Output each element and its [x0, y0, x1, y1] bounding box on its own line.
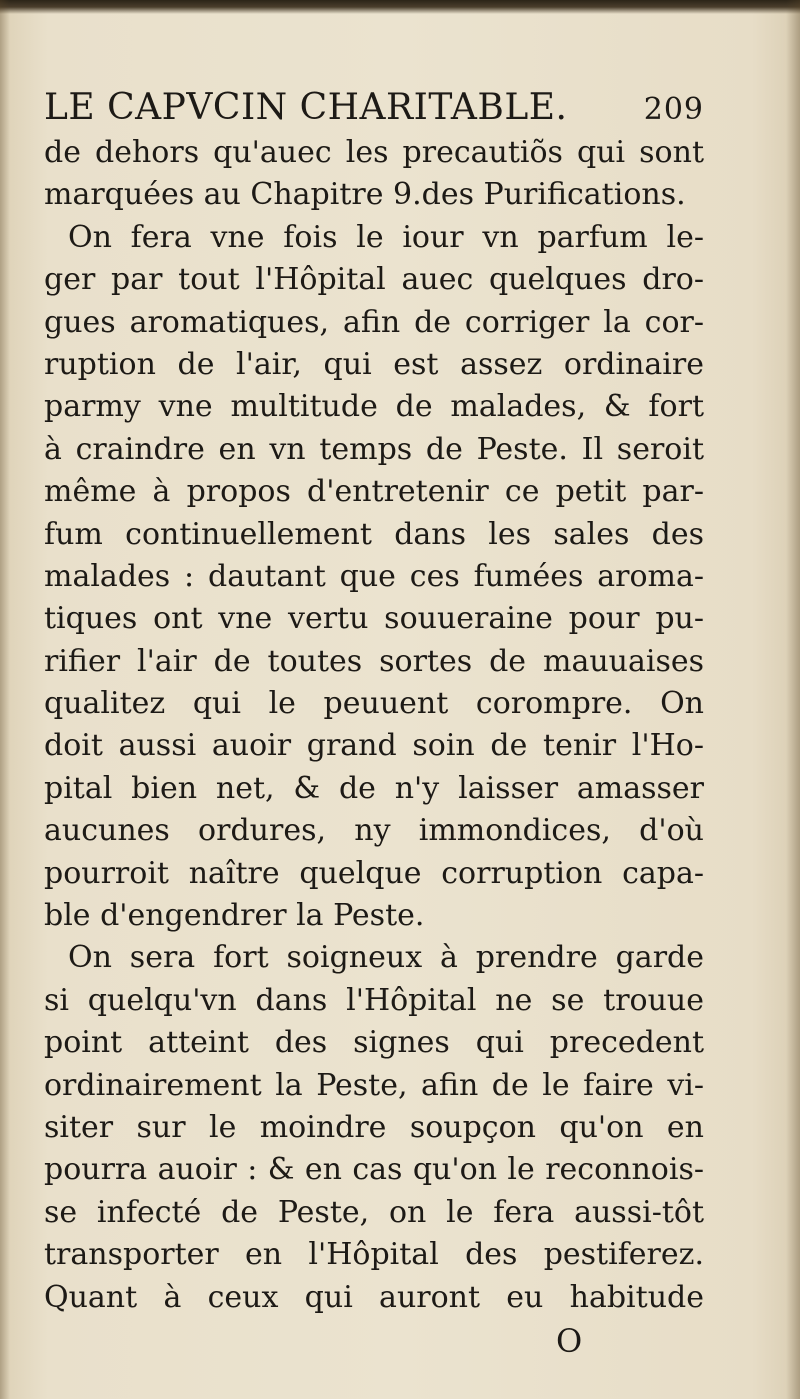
text-line: pital bien net, & de n'y laisser amasser: [44, 770, 704, 806]
text-line: malades : dautant que ces fumées aroma-: [44, 558, 704, 594]
text-line: point atteint des signes qui precedent: [44, 1025, 704, 1061]
catchword: O: [556, 1322, 583, 1360]
text-line: de dehors qu'auec les precautiõs qui sont: [44, 135, 704, 170]
text-block: [44, 84, 704, 1319]
text-line: transporter en l'Hôpital des pestiferez.: [44, 1237, 704, 1273]
text-line: ble d'engendrer la Peste.: [44, 898, 425, 934]
text-line: doit aussi auoir grand soin de tenir l'Ho-: [44, 728, 704, 764]
page-top-shadow: [0, 0, 800, 14]
text-line: aucunes ordures, ny immondices, d'où: [44, 813, 704, 849]
text-line: ordinairement la Peste, afin de le faire vi-: [44, 1067, 704, 1103]
text-line: se infecté de Peste, on le fera aussi-tôt: [44, 1194, 704, 1230]
page-left-shadow: [0, 0, 10, 1399]
text-line: On fera vne fois le iour vn parfum le-: [68, 219, 704, 255]
text-line: qualitez qui le peuuent corompre. On: [44, 686, 704, 722]
text-line: si quelqu'vn dans l'Hôpital ne se trouue: [44, 982, 704, 1018]
running-title: LE CAPVCIN CHARITABLE.: [44, 87, 568, 128]
text-line: tiques ont vne vertu souueraine pour pu-: [44, 601, 704, 637]
text-line: à craindre en vn temps de Peste. Il seroit: [44, 431, 704, 467]
text-line: On sera fort soigneux à prendre garde: [68, 940, 704, 976]
page-number: 209: [643, 92, 704, 127]
text-line: marquées au Chapitre 9.des Purifications.: [44, 177, 686, 213]
text-line: fum continuellement dans les sales des: [44, 516, 704, 552]
text-line: gues aromatiques, afin de corriger la cor-: [44, 304, 704, 340]
text-line: même à propos d'entretenir ce petit par-: [44, 474, 704, 510]
running-header: [44, 84, 704, 132]
text-line: pourroit naître quelque corruption capa-: [44, 855, 704, 891]
paragraph-3: [44, 937, 704, 1319]
text-line: pourra auoir : & en cas qu'on le reconnois-: [44, 1152, 704, 1188]
text-line: ger par tout l'Hôpital auec quelques dro-: [44, 262, 704, 298]
text-line: ruption de l'air, qui est assez ordinaire: [44, 346, 704, 382]
text-line: Quant à ceux qui auront eu habitude: [44, 1279, 704, 1315]
text-line: siter sur le moindre soupçon qu'on en: [44, 1109, 704, 1145]
paragraph-2: [44, 217, 704, 938]
text-line: rifier l'air de toutes sortes de mauuaises: [44, 643, 704, 679]
text-line: parmy vne multitude de malades, & fort: [44, 389, 704, 425]
page-right-shadow: [786, 0, 800, 1399]
paragraph-1: [44, 132, 704, 217]
